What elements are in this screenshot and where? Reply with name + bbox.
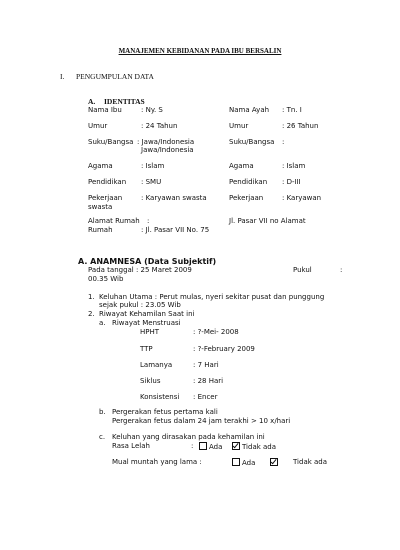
nama-ayah-value: : Tn. I	[282, 106, 302, 114]
rasa-lelah-ada-option[interactable]	[199, 442, 222, 451]
menstruasi-row-label: HPHT	[140, 328, 160, 336]
umur-ayah-value: : 26 Tahun	[282, 122, 319, 130]
pergerakan-fetus-title: Pergerakan fetus pertama kali	[112, 408, 218, 416]
pendidikan-ibu-label: Pendidikan	[88, 178, 127, 186]
suku-ayah-value: :	[282, 138, 285, 146]
nama-ibu-value: : Ny. S	[141, 106, 163, 114]
menstruasi-row-label: Lamanya	[140, 361, 173, 369]
agama-ayah-value: : Islam	[282, 162, 306, 170]
menstruasi-row-label: Siklus	[140, 377, 161, 385]
menstruasi-row-label: TTP	[140, 345, 153, 353]
checked-box-icon[interactable]	[270, 458, 278, 466]
nama-ayah-label: Nama Ayah	[229, 106, 270, 114]
time-line: 00.35 Wib	[88, 275, 124, 283]
keluhan-utama: Keluhan Utama : Perut mulas, nyeri sekitar pusat dan punggung	[99, 293, 325, 301]
section-number: I.	[60, 72, 65, 81]
ada-label: Ada	[242, 459, 256, 467]
suku-ibu-value-wrap: Jawa/Indonesia	[141, 146, 194, 154]
umur-ibu-value: : 24 Tahun	[141, 122, 178, 130]
umur-ibu-label: Umur	[88, 122, 108, 130]
suku-ayah-label: Suku/Bangsa	[229, 138, 275, 146]
menstruasi-row-value: : 7 Hari	[193, 361, 219, 369]
rasa-lelah-tidak-ada-option[interactable]	[232, 442, 276, 451]
pergerakan-fetus-24jam: Pergerakan fetus dalam 24 jam terakhi > 10 x/hari	[112, 417, 291, 425]
item-a-letter: a.	[99, 319, 106, 327]
rumah-label: Rumah	[88, 226, 113, 234]
mual-ada-option[interactable]	[232, 458, 255, 467]
item1-number: 1.	[88, 293, 95, 301]
item2-number: 2.	[88, 310, 95, 318]
checked-box-icon[interactable]	[232, 442, 240, 450]
suku-ibu-value: : Jawa/Indonesia	[137, 138, 195, 146]
agama-ayah-label: Agama	[229, 162, 254, 170]
item-b-letter: b.	[99, 408, 106, 416]
nama-ibu-label: Nama Ibu	[88, 106, 122, 114]
suku-ibu-label: Suku/Bangsa	[88, 138, 134, 146]
keluhan-utama-wrap: sejak pukul : 23.05 Wib	[99, 301, 181, 309]
mual-tidak-ada-label: Tidak ada	[293, 458, 328, 466]
anamnesa-heading: A. ANAMNESA (Data Subjektif)	[78, 257, 217, 266]
rasa-lelah-label: Rasa Lelah	[112, 442, 150, 450]
pekerjaan-ayah-value: : Karyawan	[282, 194, 322, 202]
alamat-label: Alamat Rumah	[88, 217, 140, 225]
item-c-letter: c.	[99, 433, 106, 441]
section-title: PENGUMPULAN DATA	[76, 72, 154, 81]
pekerjaan-ibu-label: Pekerjaan	[88, 194, 123, 202]
identity-letter: A.	[88, 97, 96, 106]
pendidikan-ibu-value: : SMU	[141, 178, 162, 186]
mual-muntah-label: Mual muntah yang lama :	[112, 458, 202, 466]
date-line: Pada tanggal : 25 Maret 2009	[88, 266, 192, 274]
menstruasi-row-label: Konsistensi	[140, 393, 180, 401]
pendidikan-ayah-label: Pendidikan	[229, 178, 268, 186]
mual-checked-box[interactable]	[270, 458, 280, 467]
alamat-colon: :	[147, 217, 150, 225]
keluhan-kehamilan-title: Keluhan yang dirasakan pada kehamilan ini	[112, 433, 265, 441]
ada-label: Ada	[209, 443, 223, 451]
rumah-value: : Jl. Pasar VII No. 75	[141, 226, 210, 234]
pekerjaan-ayah-label: Pekerjaan	[229, 194, 264, 202]
identity-heading: IDENTITAS	[104, 97, 145, 106]
agama-ibu-label: Agama	[88, 162, 113, 170]
unchecked-box-icon[interactable]	[232, 458, 240, 466]
document-title: MANAJEMEN KEBIDANAN PADA IBU BERSALIN	[118, 47, 282, 55]
menstruasi-row-value: : 28 Hari	[193, 377, 224, 385]
pukul-colon: :	[340, 266, 343, 274]
pekerjaan-ibu-wrap: swasta	[88, 203, 113, 211]
pukul-label: Pukul	[293, 266, 312, 274]
pendidikan-ayah-value: : D-III	[282, 178, 301, 186]
menstruasi-row-value: : ?-Mei- 2008	[193, 328, 239, 336]
umur-ayah-label: Umur	[229, 122, 249, 130]
riwayat-menstruasi-title: Riwayat Menstruasi	[112, 319, 181, 327]
agama-ibu-value: : Islam	[141, 162, 165, 170]
rasa-lelah-colon: :	[191, 442, 194, 450]
unchecked-box-icon[interactable]	[199, 442, 207, 450]
pekerjaan-ibu-value: : Karyawan swasta	[141, 194, 207, 202]
menstruasi-row-value: : ?-February 2009	[193, 345, 255, 353]
tidak-ada-label: Tidak ada	[242, 443, 277, 451]
riwayat-kehamilan-title: Riwayat Kehamilan Saat ini	[99, 310, 195, 318]
menstruasi-row-value: : Encer	[193, 393, 218, 401]
alamat-value: Jl. Pasar VII no Alamat	[229, 217, 306, 225]
